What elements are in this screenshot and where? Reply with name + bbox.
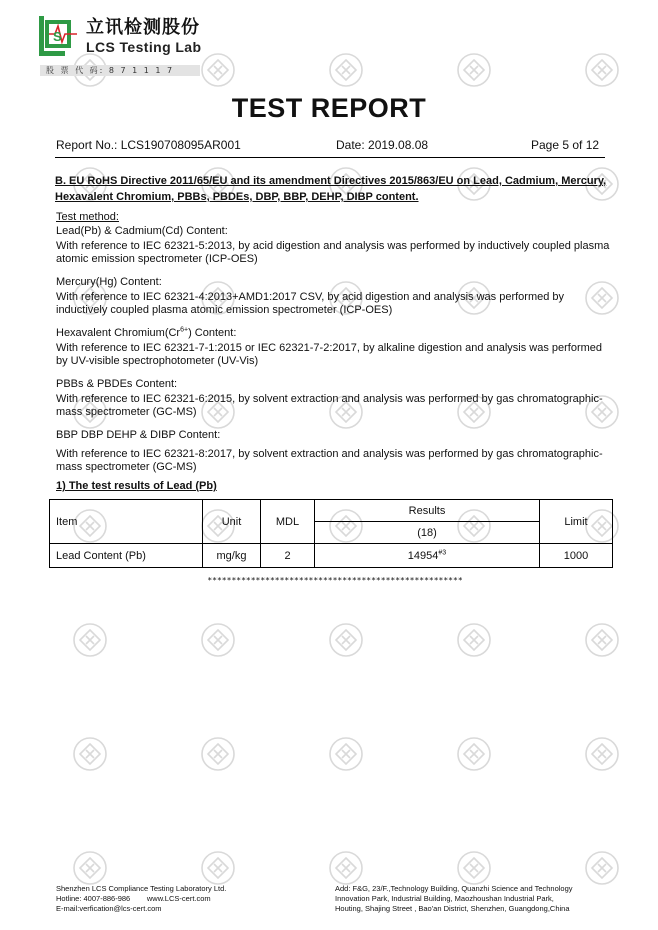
method-mercury-title: Mercury(Hg) Content:	[56, 276, 162, 288]
watermark-mark	[586, 624, 618, 656]
watermark-mark	[202, 852, 234, 884]
row-item: Lead Content (Pb)	[50, 544, 203, 568]
watermark-mark	[74, 738, 106, 770]
footer-address	[335, 884, 573, 914]
method-pbb-body: With reference to IEC 62321-6:2015, by solvent extraction and analysis was performed by gas chromatographic-mass spectrometer (GC-MS)	[56, 393, 603, 418]
watermark-mark	[330, 738, 362, 770]
stock-code: 股 票 代 码: 8 7 1 1 1 7	[40, 65, 200, 76]
watermark-mark	[202, 54, 234, 86]
footer-company: Shenzhen LCS Compliance Testing Laboratory Ltd.	[56, 884, 227, 893]
results-table	[49, 499, 613, 568]
method-lead-cadmium-body: With reference to IEC 62321-5:2013, by acid digestion and analysis was performed by inductively coupled plasma atomic emission spectrometer (ICP-OES)	[56, 240, 610, 265]
document-title: TEST REPORT	[231, 93, 427, 123]
footer-contact	[56, 884, 226, 914]
header-unit: Unit	[203, 500, 261, 544]
header-sample-number: (18)	[315, 522, 540, 544]
row-unit: mg/kg	[203, 544, 261, 568]
watermark-mark	[202, 738, 234, 770]
watermark-mark	[458, 54, 490, 86]
method-phthalate-title: BBP DBP DEHP & DIBP Content:	[56, 429, 221, 441]
results-heading: 1) The test results of Lead (Pb)	[56, 480, 217, 492]
method-lead-cadmium-title: Lead(Pb) & Cadmium(Cd) Content:	[56, 225, 228, 237]
section-heading: B. EU RoHS Directive 2011/65/EU and its amendment Directives 2015/863/EU on Lead, Cadmium, Mercury, Hexavalent Chromium, PBBs, PBDEs, DBP, BBP, DEHP, DIBP content.	[55, 175, 607, 203]
row-mdl: 2	[261, 544, 315, 568]
watermark-mark	[330, 852, 362, 884]
test-method-label: Test method:	[56, 211, 119, 223]
page-number: Page 5 of 12	[531, 138, 600, 152]
lcs-logo-icon	[37, 14, 79, 60]
method-phthalate-body: With reference to IEC 62321-8:2017, by solvent extraction and analysis was performed by gas chromatographic-mass spectrometer (GC-MS)	[56, 448, 603, 473]
watermark-mark	[74, 624, 106, 656]
header-results: Results	[315, 500, 540, 522]
header-divider	[55, 157, 605, 158]
svg-text:S: S	[53, 29, 62, 44]
row-result: 14954$^{\#3}$	[315, 544, 540, 568]
watermark-mark	[202, 624, 234, 656]
watermark-mark	[586, 54, 618, 86]
watermark-mark	[330, 624, 362, 656]
report-date: Date: 2019.08.08	[336, 138, 429, 152]
watermark-mark	[330, 54, 362, 86]
watermark-mark	[458, 852, 490, 884]
footer-address-line-2: Innovation Park, Industrial Building, Maozhoushan Industrial Park,	[335, 894, 554, 903]
watermark-mark	[74, 852, 106, 884]
method-chromium-title: Hexavalent $Chromium(Cr^{6+})$ Content:	[56, 326, 237, 339]
method-pbb-title: PBBs & PBDEs Content:	[56, 378, 178, 390]
method-chromium-body: With reference to IEC 62321-7-1:2015 or IEC 62321-7-2:2017, by alkaline digestion and analysis was performed by UV-visible spectrophotometer (UV-Vis)	[56, 342, 603, 367]
header-limit: Limit	[540, 500, 613, 544]
footer-hotline: Hotline: 4007-886-986 www.LCS-cert.com	[56, 894, 211, 903]
footer-address-line-1: Add: F&G, 23/F.,Technology Building, Quanzhi Science and Technology	[335, 884, 573, 893]
report-number: Report No.: LCS190708095AR001	[56, 138, 241, 152]
header-mdl: MDL	[261, 500, 315, 544]
watermark-mark	[586, 852, 618, 884]
watermark-mark	[586, 738, 618, 770]
watermark-mark	[458, 738, 490, 770]
brand-name-english: LCS Testing Lab	[86, 39, 202, 55]
end-of-results-marker: *****************************************************	[207, 576, 463, 585]
method-mercury-body: With reference to IEC 62321-4:2013+AMD1:2017 CSV, by acid digestion and analysis was performed by inductively coupled plasma atomic emission spectrometer (ICP-OES)	[56, 291, 565, 316]
footer-email: E-mail:verfication@lcs-cert.com	[56, 904, 162, 913]
watermark-mark	[458, 624, 490, 656]
brand-name-chinese: 立讯检测股份	[86, 17, 200, 38]
footer-address-line-3: Houting, Shajing Street , Bao'an District, Shenzhen, Guangdong,China	[335, 904, 570, 913]
header-item: Item	[50, 500, 203, 544]
row-limit: 1000	[540, 544, 613, 568]
